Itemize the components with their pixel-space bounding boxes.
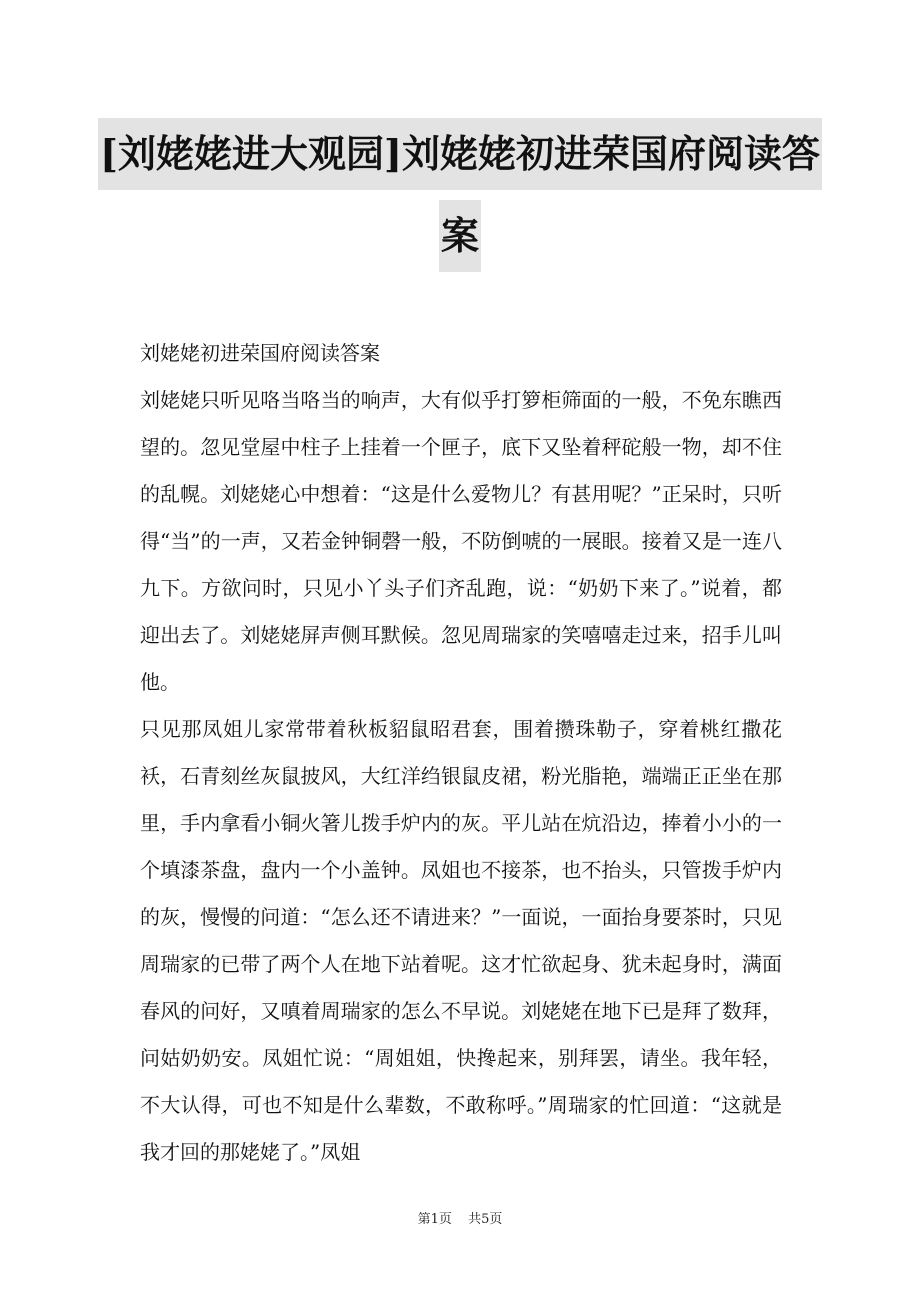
page-total: 共5页 bbox=[468, 1212, 503, 1227]
title-line-2: 案 bbox=[439, 200, 481, 272]
page-footer bbox=[0, 1208, 920, 1227]
page-number: 第1页 bbox=[417, 1212, 452, 1227]
paragraph-1: 刘姥姥只听见咯当咯当的响声，大有似乎打箩柜筛面的一般，不免东瞧西望的。忽见堂屋中柱子上挂着一个匣子，底下又坠着秤砣般一物，却不住的乱幌。刘姥姥心中想着：“这是什么爱物儿？有甚用呢？”正呆时，只听得“当”的一声，又若金钟铜磬一般，不防倒唬的一展眼。接着又是一连八九下。方欲问时，只见小丫头子们齐乱跑，说：“奶奶下来了。”说着，都迎出去了。刘姥姥屏声侧耳默候。忽见周瑞家的笑嘻嘻走过来，招手儿叫他。 bbox=[140, 388, 782, 694]
document-subtitle: 刘姥姥初进荣国府阅读答案 bbox=[140, 341, 380, 365]
title-line-1: [刘姥姥进大观园]刘姥姥初进荣国府阅读答 bbox=[98, 118, 822, 190]
document-body bbox=[140, 330, 782, 1176]
paragraph-2: 只见那凤姐儿家常带着秋板貂鼠昭君套，围着攒珠勒子，穿着桃红撒花袄，石青刻丝灰鼠披风，大红洋绉银鼠皮裙，粉光脂艳，端端正正坐在那里，手内拿看小铜火箸儿拨手炉内的灰。平儿站在炕沿边，捧着小小的一个填漆茶盘，盘内一个小盖钟。凤姐也不接茶，也不抬头，只管拨手炉内的灰，慢慢的问道：“怎么还不请进来？”一面说，一面抬身要茶时，只见周瑞家的已带了两个人在地下站着呢。这才忙欲起身、犹未起身时，满面春风的问好，又嗔着周瑞家的怎么不早说。刘姥姥在地下已是拜了数拜，问姑奶奶安。凤姐忙说：“周姐姐，快搀起来，别拜罢，请坐。我年轻，不大认得，可也不知是什么辈数，不敢称呼。”周瑞家的忙回道：“这就是我才回的那姥姥了。”凤姐 bbox=[140, 717, 782, 1164]
document-title bbox=[0, 118, 920, 272]
